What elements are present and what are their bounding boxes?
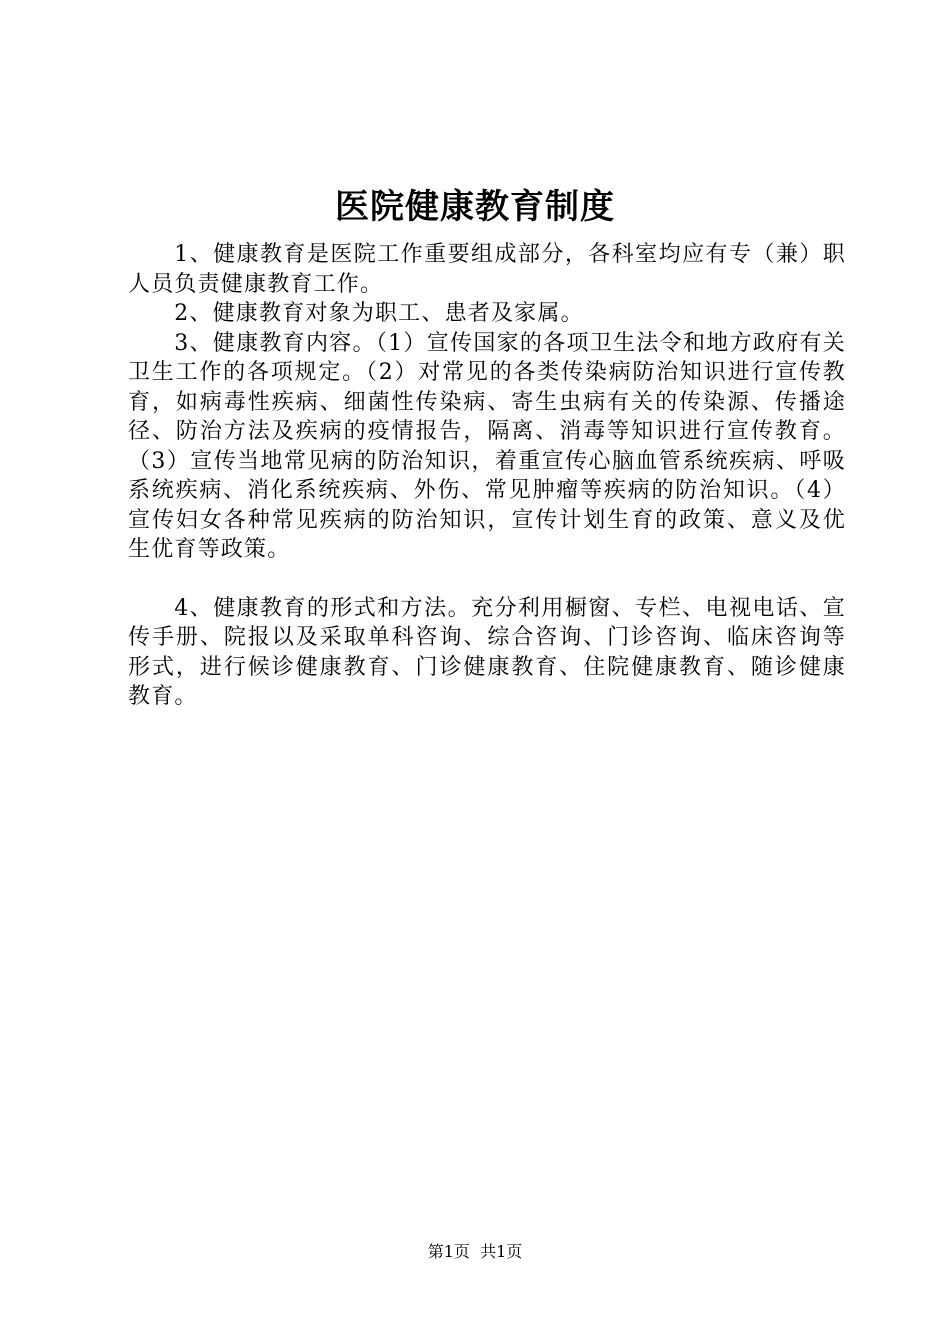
document-title: 医院健康教育制度: [335, 187, 615, 227]
paragraph-2: 2、健康教育对象为职工、患者及家属。: [174, 301, 584, 326]
document-body: [128, 240, 846, 712]
page-number: 第1页: [427, 1242, 470, 1261]
paragraph-3: 3、健康教育内容。（1）宣传国家的各项卫生法令和地方政府有关卫生工作的各项规定。（2）对常见的各类传染病防治知识进行宣传教育，如病毒性疾病、细菌性传染病、寄生虫病有关的传染源、传播途径、防治方法及疾病的疫情报告，隔离、消毒等知识进行宣传教育。（3）宣传当地常见病的防治知识，着重宣传心脑血管系统疾病、呼吸系统疾病、消化系统疾病、外伤、常见肿瘤等疾病的防治知识。（4）宣传妇女各种常见疾病的防治知识，宣传计划生育的政策、意义及优生优育等政策。: [128, 330, 846, 562]
paragraph-4: 4、健康教育的形式和方法。充分利用橱窗、专栏、电视电话、宣传手册、院报以及采取单科咨询、综合咨询、门诊咨询、临床咨询等形式，进行候诊健康教育、门诊健康教育、住院健康教育、随诊健康教育。: [128, 595, 846, 709]
page-footer: [0, 1242, 950, 1262]
paragraph-1: 1、健康教育是医院工作重要组成部分，各科室均应有专（兼）职人员负责健康教育工作。: [128, 242, 846, 297]
page-total: 共1页: [480, 1242, 523, 1261]
